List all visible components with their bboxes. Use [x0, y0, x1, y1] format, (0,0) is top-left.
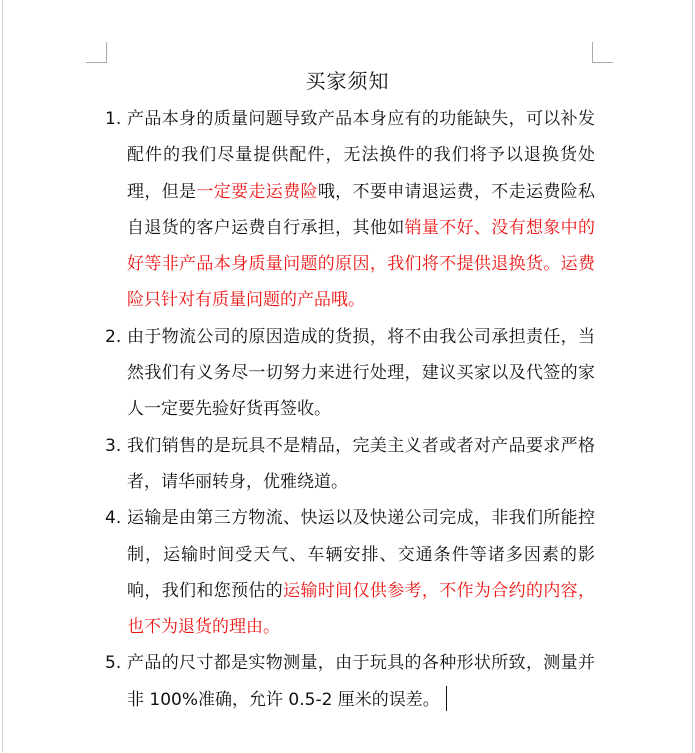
document-title[interactable]: 买家须知 [305, 69, 390, 93]
item-1-text-part-1[interactable]: 产品本身的质量问题导致产品本身应有的功能缺失，可以补发配件的我们尽量提供配件，无法换件的我们将予以退换货处理，但是 [127, 109, 595, 202]
notice-item-3[interactable] [103, 428, 595, 501]
top-left-margin-mark [86, 42, 107, 63]
item-1-highlight-no-return[interactable]: 销量不好、没有想象中的好等非产品本身质量问题的原因，我们将不提供退换货。运费险只针对有质量问题的产品哦。 [127, 217, 596, 311]
item-number-5: 5. [105, 653, 122, 674]
item-4-text-part-1[interactable]: 运输是由第三方物流、快运以及快递公司完成，非我们所能控制，运输时间受天气、车辆安排、交通条件等诸多因素的影响，我们和您预估的 [127, 508, 595, 601]
notice-item-5[interactable] [103, 645, 595, 718]
page-left-edge [2, 0, 3, 753]
item-2-text[interactable]: 由于物流公司的原因造成的货损，将不由我公司承担责任，当然我们有义务尽一切努力来进行处理，建议买家以及代签的家人一定要先验好货再签收。 [127, 326, 595, 420]
item-1-text-part-3[interactable]: 哦，不要申请退运费，不走运费险私自退货的客户运费自行承担，其他如 [127, 181, 596, 238]
item-number-1: 1. [105, 109, 122, 129]
item-number-2: 2. [105, 326, 122, 347]
page-right-edge [692, 0, 693, 753]
item-5-text[interactable]: 产品的尺寸都是实物测量，由于玩具的各种形状所致，测量并非 100%准确，允许 0.5-2 厘米的误差。 [127, 653, 595, 710]
item-number-3: 3. [105, 435, 122, 456]
item-4-highlight-shipping-time[interactable]: 运输时间仅供参考，不作为合约的内容，也不为退货的理由。 [127, 580, 596, 638]
notice-item-1[interactable] [103, 101, 595, 319]
notice-list[interactable] [103, 101, 595, 718]
notice-item-2[interactable] [103, 319, 595, 428]
text-cursor [446, 686, 447, 711]
top-right-margin-mark [592, 42, 613, 63]
item-3-text[interactable]: 我们销售的是玩具不是精品，完美主义者或者对产品要求严格者，请华丽转身，优雅绕道。 [127, 435, 595, 492]
item-number-4: 4. [105, 508, 122, 529]
notice-item-4[interactable] [103, 500, 595, 645]
item-1-highlight-shipping-insurance[interactable]: 一定要走运费险 [196, 181, 318, 202]
